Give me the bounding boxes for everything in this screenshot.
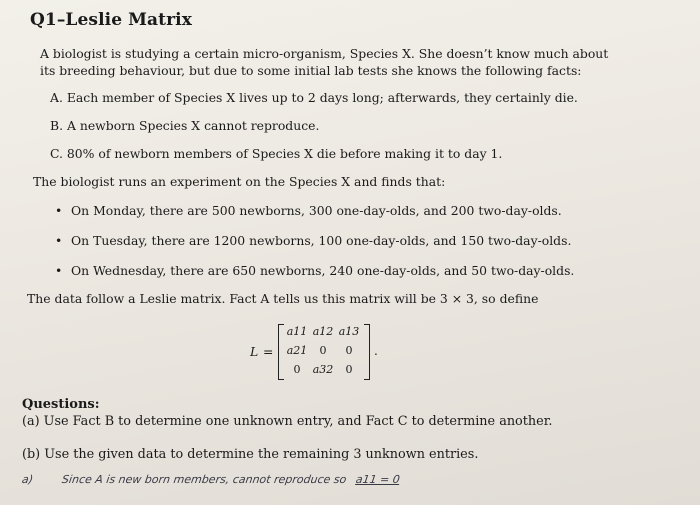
handwritten-marker: a): [21, 473, 34, 486]
fact-a: A. Each member of Species X lives up to 2 days long; afterwards, they certainly die.: [50, 90, 578, 105]
matrix-label: L: [250, 344, 259, 359]
observation-monday: [55, 203, 562, 218]
matrix-cell-3-2: a32: [312, 363, 334, 376]
leslie-matrix: [250, 322, 400, 382]
question-a: (a) Use Fact B to determine one unknown entry, and Fact C to determine another.: [22, 414, 553, 429]
matrix-equals: =: [263, 344, 274, 359]
matrix-cell-3-1: 0: [293, 363, 301, 376]
handwritten-note: Since A is new born members, cannot reproduce so: [61, 473, 348, 486]
leslie-definition-line: The data follow a Leslie matrix. Fact A tells us this matrix will be 3 × 3, so define: [27, 291, 539, 306]
observation-text: On Monday, there are 500 newborns, 300 one-day-olds, and 200 two-day-olds.: [71, 203, 562, 218]
matrix-period: .: [374, 344, 378, 358]
bullet-icon: •: [55, 233, 63, 248]
matrix-cell-1-3: a13: [338, 325, 360, 338]
matrix-cell-1-1: a11: [286, 325, 308, 338]
questions-heading: Questions:: [22, 397, 100, 412]
handwritten-answer: [21, 473, 401, 486]
fact-b: B. A newborn Species X cannot reproduce.: [50, 118, 320, 133]
bullet-icon: •: [55, 203, 63, 218]
matrix-cell-2-1: a21: [286, 344, 308, 357]
matrix-cell-3-3: 0: [345, 363, 353, 376]
matrix-right-bracket: [364, 324, 370, 380]
intro-line-2: its breeding behaviour, but due to some initial lab tests she knows the following facts:: [40, 63, 582, 78]
question-b: (b) Use the given data to determine the remaining 3 unknown entries.: [22, 447, 479, 462]
observation-text: On Tuesday, there are 1200 newborns, 100 one-day-olds, and 150 two-day-olds.: [71, 233, 572, 248]
intro-line-1: A biologist is studying a certain micro-organism, Species X. She doesn’t know much about: [40, 46, 609, 61]
observation-wednesday: [55, 263, 574, 278]
page-title: Q1–Leslie Matrix: [30, 10, 192, 30]
handwritten-result: a11 = 0: [354, 473, 401, 486]
observation-text: On Wednesday, there are 650 newborns, 240 one-day-olds, and 50 two-day-olds.: [71, 263, 575, 278]
experiment-intro: The biologist runs an experiment on the Species X and finds that:: [33, 174, 446, 189]
matrix-cell-1-2: a12: [312, 325, 334, 338]
bullet-icon: •: [55, 263, 63, 278]
matrix-cell-2-2: 0: [319, 344, 327, 357]
observation-tuesday: [55, 233, 571, 248]
fact-c: C. 80% of newborn members of Species X die before making it to day 1.: [50, 146, 503, 161]
matrix-cell-2-3: 0: [345, 344, 353, 357]
